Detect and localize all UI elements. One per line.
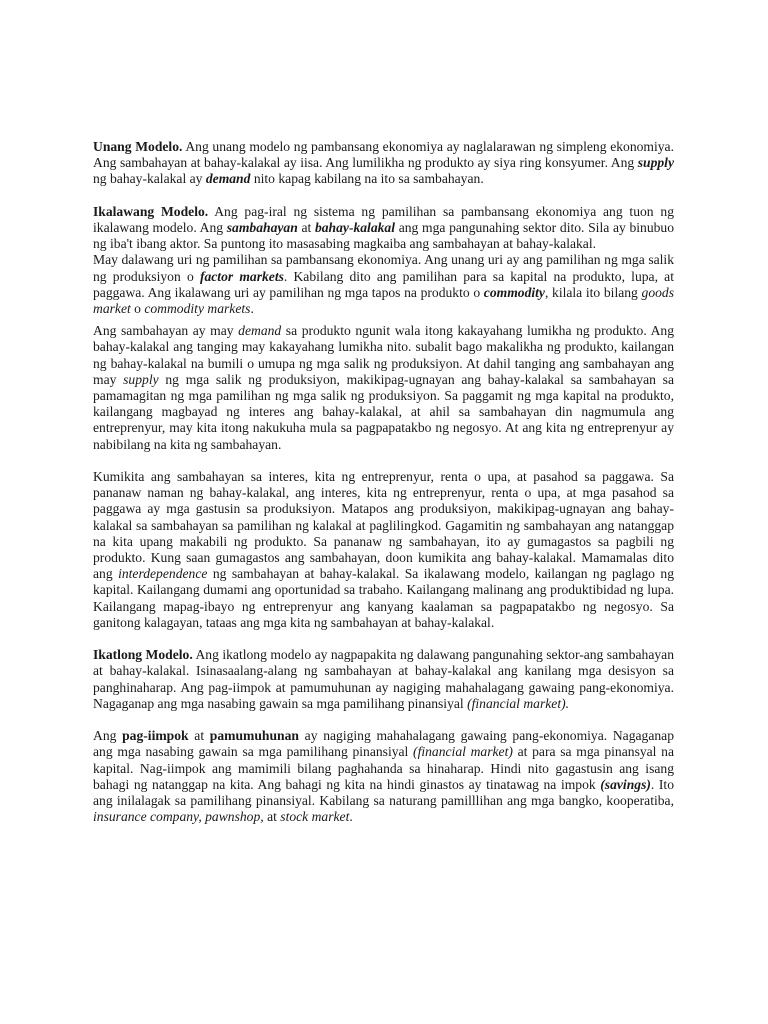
text-run: ng sambahayan at bahay-kalakal. Sa ikalawang modelo, kailangan ng paglago ng kapital. Kailangang dumami ang oportunidad sa trabaho. Kailangang malinang ang produktibidad ng lupa. Kailangang mapag-ibayo ng entreprenyur ang kanyang kaalaman sa pagpapatakbo ng negosyo. Sa ganitong kalagayan, tataas ang mga kita ng sambahayan at bahay-kalakal.	[93, 566, 674, 630]
text-run: Ang	[93, 728, 123, 744]
text-run: . Ito ang inilalagak sa pamilihang pinansiyal. Kabilang sa naturang pamilllihan ang mga bangko, kooperatiba,	[93, 776, 674, 809]
text-run: Ang pag-iral ng sistema ng pamilihan sa pambansang ekonomiya ang tuon ng ikalawang modelo. Ang	[93, 203, 674, 235]
text-run: Kumikita ang sambahayan sa interes, kita ng entreprenyur, renta o upa, at pasahod sa paggawa. Sa pananaw naman ng bahay-kalakal, ang interes, kita ng entreprenyur, renta o upa, at mga pasahod sa paggawa ay mga gastusin sa produksiyon. Matapos ang produksiyon, makikipag-ugnayan ang bahay-kalakal sa sambahayan sa pamilihan ng kalakal at paglilingkod. Gagamitin ng sambahayan ang natanggap na kita upang makabili ng produkto. Sa pananaw ng sambahayan, ito ay gumagastos sa pagbili ng produkto. Kung saan gumagastos ang sambahayan, doon kumikita ang bahay-kalakal. Mamamalas dito ang	[93, 469, 674, 582]
heading-unang-modelo: Unang Modelo.	[93, 139, 183, 154]
term-sambahayan: sambahayan	[226, 220, 298, 235]
text-run: Ang ikatlong modelo ay nagpapakita ng dalawang pangunahing sektor-ang sambahayan at bahay-kalakal. Isinasaalang-alang ng sambahayan at bahay-kalakal ang kanilang mga desisyon sa panghinaharap. Ang pag-iimpok at pamumuhunan ay nagiging mahahalagang gawaing pang-ekonomiya. Nagaganap ang mga nasabing gawain sa mga pamilihang pinansiyal	[93, 647, 674, 711]
text-run: at	[188, 728, 210, 744]
term-commodity: commodity	[483, 284, 545, 300]
text-run: .	[349, 809, 353, 825]
paragraph-kumikita	[93, 469, 674, 631]
term-goods-market: goods market	[93, 284, 674, 317]
text-run: ng bahay-kalakal ay	[93, 171, 206, 187]
text-run: sa produkto ngunit wala itong kakayahang lumikha ng produkto. Ang bahay-kalakal ang tanging may kakayahang lumikha nito. subalit bago makalikha ng produkto, kailangan ng bahay-kalakal na bumili o umupa ng mga salik ng produksiyon. At dahil tanging ang sambahayan ang may	[93, 323, 674, 387]
term-pag-iimpok: pag-iimpok	[122, 728, 189, 744]
text-run: at	[263, 809, 281, 825]
term-financial-market: (financial market).	[467, 695, 570, 711]
text-run: Ang unang modelo ng pambansang ekonomiya ay naglalarawan ng simpleng ekonomiya. Ang sambahayan at bahay-kalakal ay iisa. Ang lumilikha ng produkto ay siya ring konsyumer. Ang	[93, 139, 674, 171]
paragraph-ikalawang-modelo	[93, 204, 674, 253]
term-savings: (savings)	[600, 776, 651, 792]
text-run: ang mga pangunahing sektor dito. Sila ay binubuo ng iba't ibang aktor. Sa puntong ito masasabing magkaiba ang sambahayan at bahay-kalakal.	[93, 220, 675, 252]
paragraph-pamilihan	[93, 252, 674, 317]
term-supply: supply	[123, 371, 159, 387]
text-run: at	[297, 220, 315, 235]
text-run: May dalawang uri ng pamilihan sa pambansang ekonomiya. Ang unang uri ay ang pamilihan ng mga salik ng produksiyon o	[93, 252, 674, 284]
heading-ikalawang-modelo: Ikalawang Modelo.	[93, 203, 209, 219]
term-pamumuhunan: pamumuhunan	[209, 728, 299, 744]
paragraph-sambahayan-demand	[93, 323, 674, 453]
paragraph-unang-modelo	[93, 139, 674, 188]
term-factor-markets: factor markets	[199, 268, 284, 284]
term-financial-market: (financial market)	[413, 744, 513, 760]
term-interdependence: interdependence	[118, 566, 208, 582]
text-run: , kilala ito bilang	[544, 284, 642, 300]
text-run: ng mga salik ng produksiyon, makikipag-ugnayan ang bahay-kalakal sa sambahayan sa pamamagitan ng mga pamilihan ng mga salik ng produksiyon. Sa paggamit ng mga kapital na produkto, kailangang magbayad ng interes ang bahay-kalakal, at ahil sa sambahayan din nagmumula ang entreprenyur, may kita itong nakukuha mula sa pagpapatakbo ng negosyo. At ang kita ng entreprenyur ay nabibilang na kita ng sambahayan.	[93, 371, 674, 452]
text-run: o	[130, 301, 145, 317]
text-run: nito kapag kabilang na ito sa sambahayan.	[250, 171, 484, 187]
text-run: . Kabilang dito ang pamilihan para sa kapital na produkto, lupa, at paggawa. Ang ikalawang uri ay pamilihan ng mga tapos na produkto o	[93, 268, 674, 300]
term-bahay-kalakal: bahay-kalakal	[314, 220, 396, 235]
term-stock-market: stock market	[280, 809, 350, 825]
paragraph-ikatlong-modelo	[93, 647, 674, 712]
text-run: ay nagiging mahahalagang gawaing pang-ekonomiya. Nagaganap ang mga nasabing gawain sa mga pamilihang pinansiyal	[93, 728, 674, 760]
document-body	[93, 139, 674, 825]
term-institutions: insurance company, pawnshop,	[93, 809, 264, 825]
text-run: at para sa mga pinansyal na kapital. Nag-iimpok ang mamimili bilang paghahanda sa hinaharap. Hindi nito gagastusin ang isang bahagi ng natanggap na kita. Ang bahagi ng kita na hindi ginastos ay tinatawag na impok	[93, 744, 675, 792]
text-run: Ang sambahayan ay may	[93, 323, 239, 339]
term-demand: demand	[238, 323, 282, 339]
term-commodity-markets: commodity markets	[144, 301, 251, 317]
paragraph-pag-iimpok	[93, 728, 674, 825]
term-demand: demand	[205, 171, 251, 187]
term-supply: supply	[637, 155, 674, 171]
text-run: .	[250, 301, 254, 317]
heading-ikatlong-modelo: Ikatlong Modelo.	[93, 647, 193, 663]
